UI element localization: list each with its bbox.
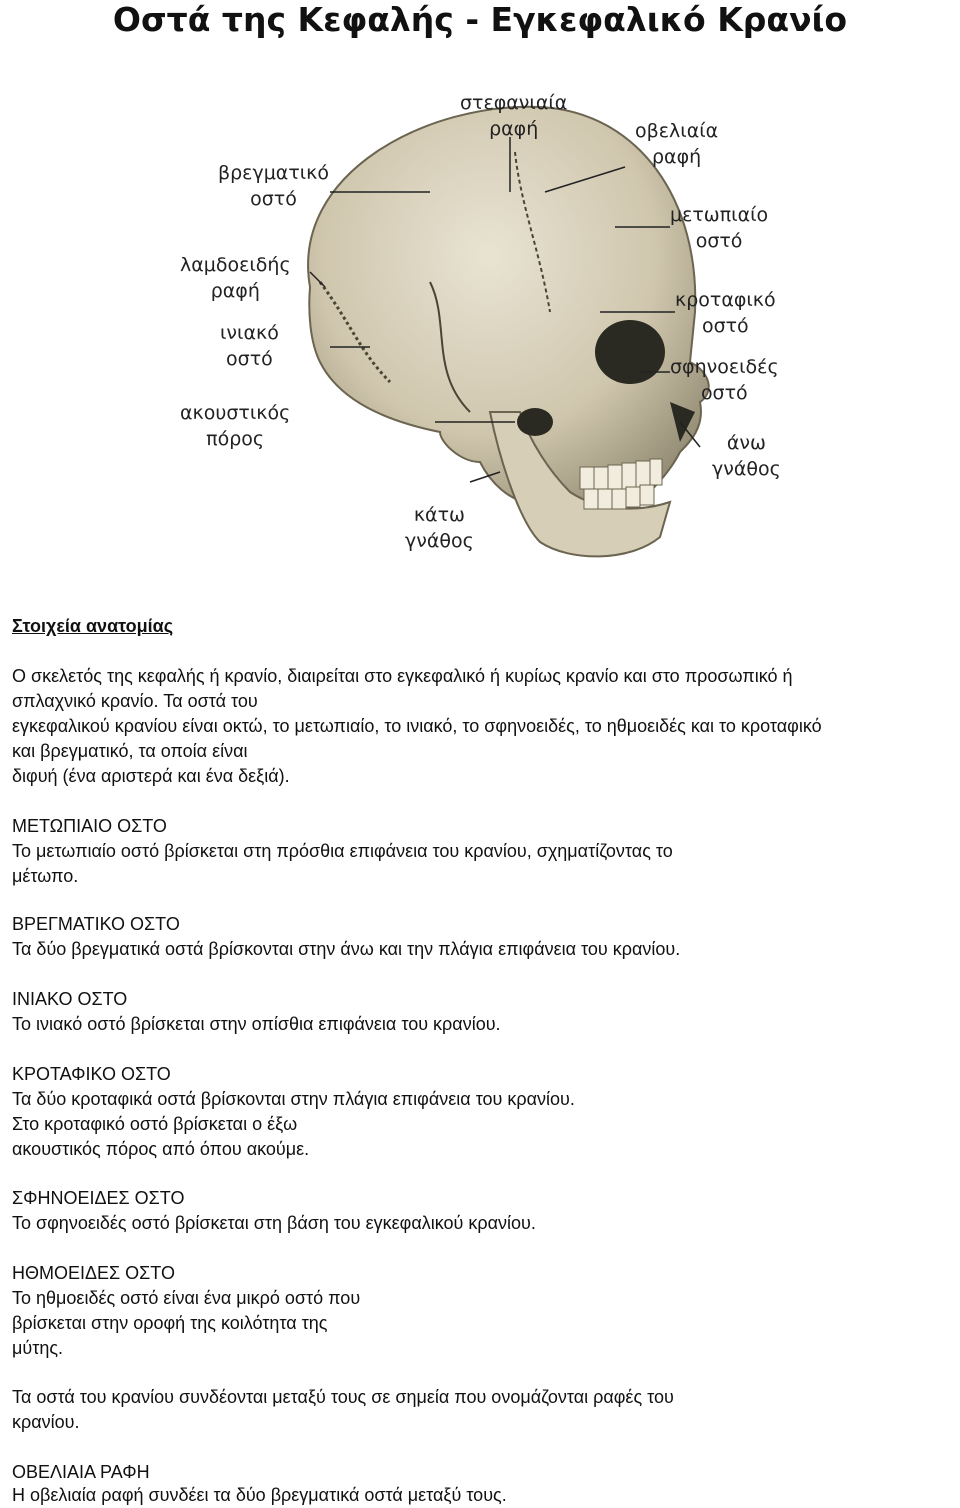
- label-kato-gnathos: κάτω γνάθος: [405, 504, 474, 552]
- bone-heading: ΣΦΗΝΟΕΙΔΕΣ ΟΣΤΟ: [12, 1188, 185, 1208]
- label-akoustikos-poros: ακουστικός πόρος: [180, 402, 291, 450]
- sutures-text: κρανίου.: [12, 1412, 80, 1432]
- label-lamdoeidis-rafi: λαμδοειδής ραφή: [180, 254, 291, 302]
- bone-text: Τα δύο βρεγματικά οστά βρίσκονται στην άνω και την πλάγια επιφάνεια του κρανίου.: [12, 939, 681, 959]
- label-bregmatiko-osto: βρεγματικό οστό: [218, 162, 330, 210]
- obeliaia-text: Η οβελιαία ραφή συνδέει τα δύο βρεγματικά οστά μεταξύ τους.: [12, 1485, 507, 1505]
- bone-heading: ΚΡΟΤΑΦΙΚΟ ΟΣΤΟ: [12, 1064, 171, 1084]
- page-title: Οστά της Κεφαλής - Εγκεφαλικό Κρανίο: [112, 0, 848, 39]
- bone-text: μύτης.: [12, 1338, 64, 1358]
- label-sfinoeides-osto: σφηνοειδές οστό: [670, 356, 779, 404]
- bone-text: Το μετωπιαίο οστό βρίσκεται στη πρόσθια επιφάνεια του κρανίου, σχηματίζοντας το: [12, 841, 673, 861]
- label-krotafiko-osto: κροταφικό οστό: [675, 289, 776, 337]
- bone-text: βρίσκεται στην οροφή της κοιλότητα της: [12, 1313, 328, 1333]
- bone-heading: ΗΘΜΟΕΙΔΕΣ ΟΣΤΟ: [12, 1263, 175, 1283]
- bone-text: Τα δύο κροταφικά οστά βρίσκονται στην πλάγια επιφάνεια του κρανίου.: [12, 1089, 575, 1109]
- bone-heading: ΙΝΙΑΚΟ ΟΣΤΟ: [12, 989, 128, 1009]
- intro-line: διφυή (ένα αριστερά και ένα δεξιά).: [12, 766, 290, 786]
- bone-text: μέτωπο.: [12, 866, 79, 886]
- label-metopiaio-osto: μετωπιαίο οστό: [670, 204, 769, 252]
- skull-figure: [170, 82, 850, 612]
- bone-heading: ΒΡΕΓΜΑΤΙΚΟ ΟΣΤΟ: [12, 914, 180, 934]
- label-stefaniaia-rafi: στεφανιαία ραφή: [460, 92, 568, 140]
- bone-text: Το σφηνοειδές οστό βρίσκεται στη βάση του εγκεφαλικού κρανίου.: [12, 1213, 536, 1233]
- bone-text: ακουστικός πόρος από όπου ακούμε.: [12, 1139, 310, 1159]
- label-iniako-osto: ινιακό οστό: [220, 322, 279, 370]
- bone-text: Το ινιακό οστό βρίσκεται στην οπίσθια επιφάνεια του κρανίου.: [12, 1014, 501, 1034]
- obeliaia-heading: ΟΒΕΛΙΑΙΑ ΡΑΦΗ: [12, 1462, 150, 1482]
- section-heading: Στοιχεία ανατομίας: [12, 616, 174, 636]
- bone-text: Το ηθμοειδές οστό είναι ένα μικρό οστό που: [12, 1288, 361, 1308]
- bone-heading: ΜΕΤΩΠΙΑΙΟ ΟΣΤΟ: [12, 816, 167, 836]
- intro-line: Ο σκελετός της κεφαλής ή κρανίο, διαιρείται στο εγκεφαλικό ή κυρίως κρανίο και στο προσωπικό ή: [12, 666, 793, 686]
- bone-text: Στο κροταφικό οστό βρίσκεται ο έξω: [12, 1114, 298, 1134]
- label-ano-gnathos: άνω γνάθος: [712, 432, 781, 480]
- intro-line: και βρεγματικό, τα οποία είναι: [12, 741, 248, 761]
- intro-line: εγκεφαλικού κρανίου είναι οκτώ, το μετωπιαίο, το ινιακό, το σφηνοειδές, το ηθμοειδές και το κροταφικό: [12, 716, 822, 736]
- label-obeliaia-rafi: οβελιαία ραφή: [635, 120, 719, 168]
- intro-line: σπλαχνικό κρανίο. Τα οστά του: [12, 691, 258, 711]
- sutures-text: Τα οστά του κρανίου συνδέονται μεταξύ τους σε σημεία που ονομάζονται ραφές του: [12, 1387, 674, 1407]
